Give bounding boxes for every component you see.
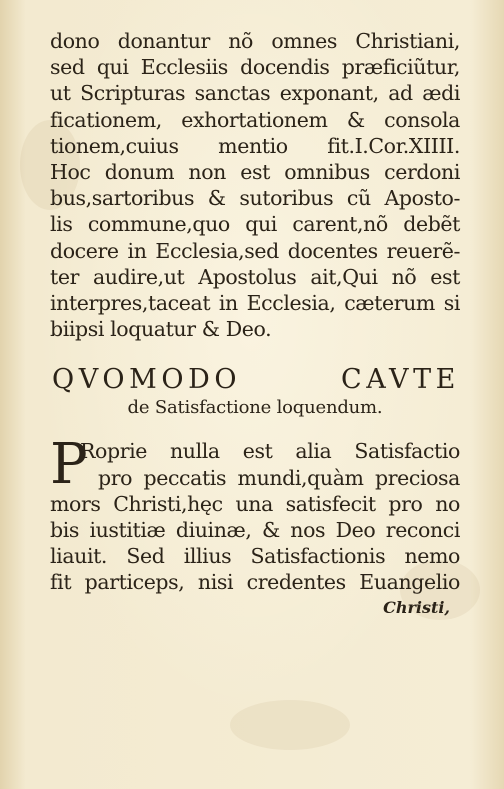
text-line: dono donantur nõ omnes Christiani, — [50, 29, 460, 53]
drop-cap: P — [50, 432, 88, 498]
paper-stain — [230, 700, 350, 750]
text-line: liauit. Sed illius Satisfactionis nemo — [50, 544, 460, 569]
text-line: fit particeps, nisi credentes Euangelio — [50, 570, 460, 595]
text-line: ficationem, exhortationem & consola — [50, 107, 460, 132]
paragraph-2 — [50, 432, 460, 595]
text-line: mors Christi,hęc una satisfecit pro no — [50, 491, 460, 516]
text-line: bis iustitiæ diuinæ, & nos Deo reconci — [50, 518, 460, 543]
text-line: lis commune,quo qui carent,nõ debẽt — [50, 212, 460, 237]
catchword: Christi, — [383, 597, 450, 617]
text-line: ut Scripturas sanctas exponant, ad ædi — [50, 81, 460, 106]
text-line: Roprie nulla est alia Satisfactio — [80, 439, 460, 464]
section-heading: QVOMODO CAVTE — [52, 364, 460, 396]
text-line: docere in Ecclesia,sed docentes reuerẽ- — [50, 238, 460, 263]
text-block — [50, 28, 460, 620]
text-line: biipsi loquatur & Deo. — [50, 317, 272, 342]
text-line: pro peccatis mundi,quàm preciosa — [98, 465, 460, 490]
text-line: tionem,cuius mentio fit.I.Cor.XIIII. — [50, 133, 460, 158]
section-subheading: de Satisfactione loquendum. — [127, 397, 383, 419]
text-line: interpres,taceat in Ecclesia, cæterum si — [50, 291, 460, 316]
text-line: sed qui Ecclesiis docendis præficiũtur, — [50, 55, 460, 80]
text-line: ter audire,ut Apostolus ait,Qui nõ est — [50, 264, 460, 289]
text-line: Hoc donum non est omnibus cerdoni — [50, 160, 460, 185]
paragraph-1 — [50, 28, 460, 342]
text-line: bus,sartoribus & sutoribus cũ Aposto- — [50, 186, 460, 211]
